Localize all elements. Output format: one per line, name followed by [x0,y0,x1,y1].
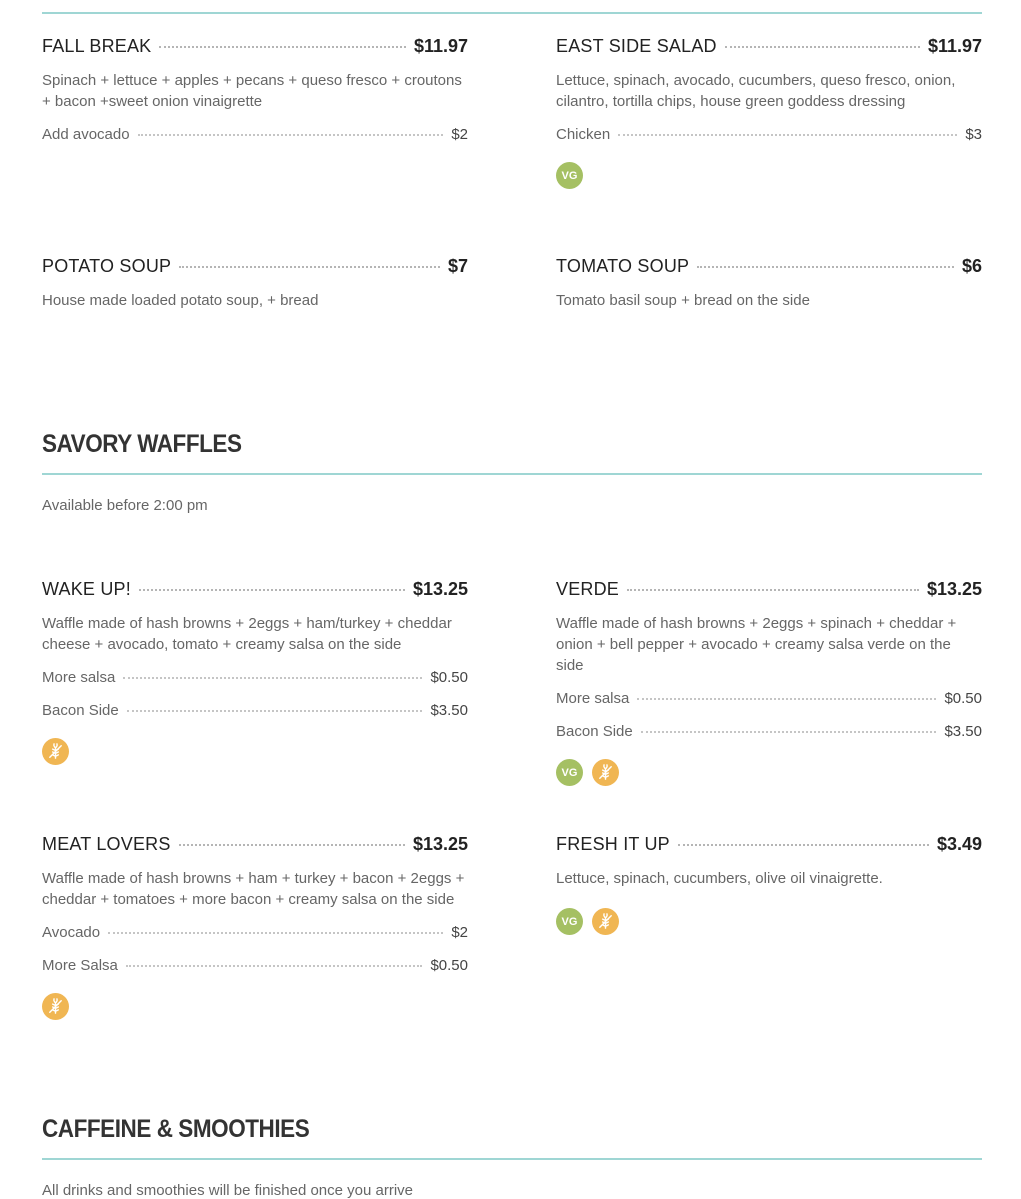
section-divider [42,12,982,14]
vegetarian-badge: VG [556,908,583,935]
section-divider [42,1158,982,1160]
menu-item-east-side-salad [556,36,982,189]
diet-badges [42,738,468,765]
dot-leader [123,677,422,679]
addon-row [556,126,982,143]
item-price: $13.25 [412,579,468,599]
addon-name: Chicken [556,126,611,143]
diet-badges [42,993,468,1020]
dot-leader [139,589,405,591]
menu-item-verde [556,579,982,786]
item-name: FRESH IT UP [556,834,670,854]
addon-name: More Salsa [42,957,118,974]
item-price: $7 [447,256,468,276]
section-divider [42,473,982,475]
section-title-caffeine-smoothies: CAFFEINE & SMOOTHIES [42,1115,310,1143]
dot-leader [627,589,919,591]
addon-price: $3.50 [430,702,468,719]
dot-leader [637,698,936,700]
dot-leader [126,965,423,967]
item-price: $11.97 [927,36,982,56]
dot-leader [697,266,954,268]
item-price: $3.49 [936,834,982,854]
menu-item-meat-lovers [42,834,468,1020]
item-description: Lettuce, spinach, avocado, cucumbers, queso fresco, onion, cilantro, tortilla chips, house green goddess dressing [556,72,956,110]
addon-row [556,723,982,740]
menu-item-fall-break [42,36,468,143]
item-name: FALL BREAK [42,36,152,56]
addon-row [42,702,468,719]
menu-item-fresh-it-up [556,834,982,935]
addon-price: $0.50 [430,669,468,686]
diet-badges [556,759,982,786]
addon-price: $3.50 [944,723,982,740]
addon-price: $0.50 [430,957,468,974]
gluten-free-icon [42,738,69,765]
addon-price: $2 [451,126,468,143]
addon-name: Bacon Side [42,702,119,719]
dot-leader [179,266,440,268]
dot-leader [641,731,937,733]
addon-price: $2 [451,924,468,941]
item-description: Waffle made of hash browns + ham + turkey + bacon + 2eggs + cheddar + tomatoes + more bacon + creamy salsa on the side [42,870,465,908]
section-note: All drinks and smoothies will be finished once you arrive [42,1182,414,1199]
item-name: MEAT LOVERS [42,834,171,854]
item-description: Tomato basil soup + bread on the side [556,292,810,309]
diet-badges [556,162,982,189]
item-description: House made loaded potato soup, + bread [42,292,319,309]
item-name: EAST SIDE SALAD [556,36,717,56]
menu-item-tomato-soup [556,256,982,311]
item-name: POTATO SOUP [42,256,172,276]
dot-leader [179,844,405,846]
addon-name: Bacon Side [556,723,633,740]
item-price: $13.25 [926,579,982,599]
section-title-savory-waffles: SAVORY WAFFLES [42,430,242,458]
addon-name: Avocado [42,924,101,941]
dot-leader [678,844,929,846]
item-price: $13.25 [412,834,468,854]
item-price: $6 [961,256,982,276]
addon-row [42,924,468,941]
gluten-free-icon [592,759,619,786]
addon-row [556,690,982,707]
item-name: TOMATO SOUP [556,256,690,276]
addon-row [42,669,468,686]
dot-leader [138,134,444,136]
menu-item-wake-up [42,579,468,765]
vegetarian-badge: VG [556,759,583,786]
item-description: Spinach + lettuce + apples + pecans + queso fresco + croutons + bacon +sweet onion vinaigrette [42,72,462,110]
diet-badges [556,908,982,935]
vegetarian-badge: VG [556,162,583,189]
gluten-free-icon [592,908,619,935]
item-description: Lettuce, spinach, cucumbers, olive oil vinaigrette. [556,870,883,887]
dot-leader [127,710,423,712]
item-name: WAKE UP! [42,579,131,599]
addon-row [42,126,468,143]
addon-row [42,957,468,974]
item-description: Waffle made of hash browns + 2eggs + spinach + cheddar + onion + bell pepper + avocado + creamy salsa verde on the side [556,615,957,674]
addon-price: $3 [965,126,982,143]
dot-leader [725,46,920,48]
addon-price: $0.50 [944,690,982,707]
dot-leader [108,932,443,934]
gluten-free-icon [42,993,69,1020]
item-price: $11.97 [413,36,468,56]
dot-leader [618,134,957,136]
addon-name: Add avocado [42,126,130,143]
addon-name: More salsa [556,690,630,707]
dot-leader [159,46,406,48]
item-name: VERDE [556,579,620,599]
menu-item-potato-soup [42,256,468,311]
addon-name: More salsa [42,669,116,686]
section-note: Available before 2:00 pm [42,497,208,514]
item-description: Waffle made of hash browns + 2eggs + ham/turkey + cheddar cheese + avocado, tomato + creamy salsa on the side [42,615,452,653]
